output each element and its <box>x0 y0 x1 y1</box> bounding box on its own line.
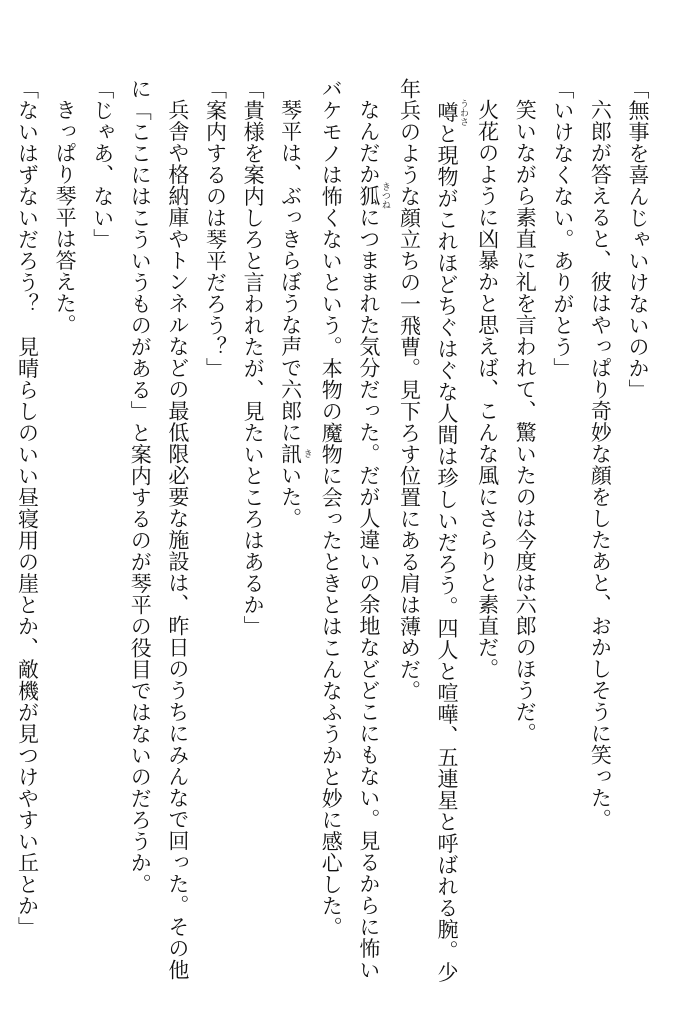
text-segment: 琴平は、ぶっきらぼうな声で六郎に <box>278 99 303 443</box>
text-segment: 「貴様を案内しろと言われたが、見たいところはあるか」 <box>241 78 266 637</box>
text-segment: 年兵のような顔立ちの一飛曹。見下ろす位置にある肩は薄めだ。 <box>397 78 422 702</box>
ruby-base: 狐 <box>356 182 381 210</box>
text-line <box>271 78 312 978</box>
text-segment: につままれた気分だった。だが人違いの余地などどこにもない。見るからに怖い <box>356 206 381 981</box>
text-segment: 「案内するのは琴平だろう？」 <box>203 78 228 379</box>
text-segment: 「ないはずないだろう？ 見晴らしのいい昼寝用の崖とか、敵機が見つけやすい丘とか」 <box>15 78 40 938</box>
text-line <box>8 78 46 978</box>
text-line <box>618 78 656 978</box>
text-segment: いた。 <box>278 464 303 529</box>
ruby-word <box>435 99 469 126</box>
text-line <box>427 78 469 984</box>
ruby-base: 訊 <box>278 443 303 465</box>
text-line <box>506 78 544 978</box>
ruby-word <box>356 182 390 210</box>
text-line <box>158 78 196 981</box>
text-line <box>46 78 84 978</box>
text-line <box>83 78 121 978</box>
text-segment: と現物がこれほどちぐはぐな人間は珍しいだろう。四人と喧嘩、五連星と呼ばれる腕。少 <box>435 123 460 984</box>
ruby-reading: うわさ <box>458 99 469 126</box>
ruby-reading: き <box>301 443 312 465</box>
text-line <box>121 78 159 978</box>
text-segment: 「じゃあ、ない」 <box>90 78 115 250</box>
text-line <box>581 78 619 978</box>
ruby-reading: きつね <box>379 182 390 210</box>
text-segment: 兵舎や格納庫やトンネルなどの最低限必要な施設は、昨日のうちにみんなで回った。その他 <box>165 99 190 981</box>
text-line <box>543 78 581 978</box>
text-line <box>468 78 506 978</box>
text-segment: に「ここにはこういうものがある」と案内するのが琴平の役目ではないのだろうか。 <box>128 78 153 895</box>
text-segment: 火花のように凶暴かと思えば、こんな風にさらりと素直だ。 <box>475 99 500 680</box>
vertical-text-body <box>15 78 656 984</box>
ruby-word <box>278 443 312 465</box>
text-line <box>349 78 390 981</box>
text-segment: きっぱり琴平は答えた。 <box>53 99 78 336</box>
text-segment: バケモノは怖くないという。本物の魔物に会ったときとはこんなふうかと妙に感心した。 <box>319 78 344 938</box>
ruby-base: 噂 <box>435 99 460 126</box>
text-segment: 六郎が答えると、彼はやっぱり奇妙な顔をしたあと、おかしそうに笑った。 <box>588 99 613 830</box>
text-segment: 笑いながら素直に礼を言われて、驚いたのは今度は六郎のほうだ。 <box>513 99 538 744</box>
text-line <box>196 78 234 978</box>
text-segment: 「いけなくない。ありがとう」 <box>550 78 575 379</box>
text-line <box>390 78 428 978</box>
text-segment: なんだか <box>356 99 381 185</box>
text-line <box>233 78 271 978</box>
text-segment: 「無事を喜んじゃいけないのか」 <box>626 78 650 401</box>
text-line <box>312 78 350 978</box>
